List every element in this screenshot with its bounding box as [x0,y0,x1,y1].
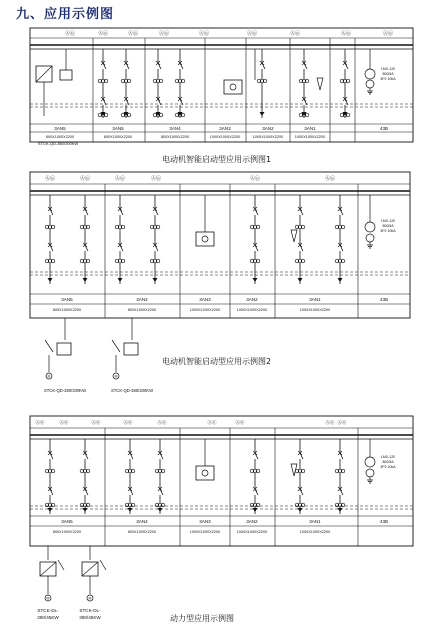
diagram1-meter-text2: 800/5A [382,72,394,76]
diagram3-feeder-0-breaker-blade [50,453,53,459]
diagram1-panel-name: 3AN2 [262,126,274,131]
diagram2-feeder-0-breaker2-blade [50,245,53,251]
diagram2-meter-text: LMX-120 [380,219,396,223]
diagram2-panel-name: 43B [379,297,389,302]
diagram1-feeder-2-breaker2-blade [158,99,161,105]
diagram1-top-label: Ⓐ⑥ [289,31,301,37]
diagram3-feeder-4-breaker-blade [255,453,258,459]
diagram3-feeder-1-arrow-down-icon [83,508,88,512]
diagram3-motor-a-switch [58,560,64,570]
diagram2-meter-text3: 3P2 10kA [380,229,396,233]
diagram2-feeder-2-breaker2-blade [120,245,123,251]
diagram1-panel-size: 1000X1000X2200 [252,135,284,139]
diagram2-controller-icon [196,232,214,246]
diagram1-meter-icon [365,69,375,79]
diagram1-feeder-3-breaker-blade [180,63,183,69]
diagram1-feeder-0-breaker-blade [103,63,106,69]
diagram2-feeder-6-breaker2-blade [340,245,343,251]
diagram1-panel-size: 800X1000X2200 [103,135,133,139]
diagram1-feeder-4-breaker-blade [262,63,265,69]
diagram2-feeder-1-arrow-down-icon [83,278,88,282]
diagram2-motor-a-label: STCK-QD-380/200KW [43,388,87,393]
diagram3-top-label: Ⓐ⑥ [35,420,45,425]
diagram1-feeder-0-breaker2-blade [103,99,106,105]
diagram3-feeder-2-breaker2-blade [130,489,133,495]
diagram1-panel-name: 3AN5 [54,126,66,131]
diagram1-top-label: Ⓐ⑥ [127,31,139,37]
diagram2-motor-b-label: STCK-QD-380/200KW [110,388,154,393]
diagram2-feeder-5-breaker2-blade [300,245,303,251]
diagram2-feeder-5-arrow-down-icon [298,278,303,282]
diagram1-controller-dial [230,84,236,90]
diagram2-feeder-1-breaker-blade [85,209,88,215]
page-heading: 九、应用示例图 [16,7,115,22]
diagram3-feeder-1-breaker2-blade [85,489,88,495]
diagram3-panel-name: 3AN2 [246,519,258,524]
diagram3-surge-arrester-icon [291,464,297,476]
diagram3-feeder-3-breaker2-blade [160,489,163,495]
diagram2-top-label: Ⓐ⑥ [44,176,56,182]
diagram1-panel-name: 3AN5 [112,126,124,131]
diagram3-feeder-2-arrow-down-icon [128,508,133,512]
diagram1-top-label: Ⓐ⑥ [382,31,394,37]
diagram3-feeder-1-breaker-blade [85,453,88,459]
diagram1-top-label: Ⓐ⑥ [246,31,258,37]
diagram1-contactor-box [60,70,72,80]
diagram1-soft-starter-diag [36,66,52,82]
diagram3-feeder-0-breaker2-blade [50,489,53,495]
diagram2-top-label: Ⓐ⑥ [249,176,261,182]
diagram3-panel-size: 800X1000X2200 [127,530,157,534]
diagram1-panel-name: 43B [379,126,389,131]
diagram3-panel-name: 3AN5 [61,519,73,524]
diagram2-panel-name: 3AN1 [309,297,321,302]
diagram3-feeder-6-breaker2-blade [340,489,343,495]
diagram2-motor-a-switch [45,340,53,352]
diagram2-feeder-0-arrow-down-icon [48,278,53,282]
diagram1-top-label: Ⓐ⑥ [198,31,210,37]
diagram1-top-label: Ⓐ⑥ [158,31,170,37]
diagram1-panel-name: 3AN3 [219,126,231,131]
diagram3-motor-b-label-line2: 380/45KW [79,615,101,620]
diagram2-meter2-icon [366,234,374,242]
diagram1-feeder-1-breaker-blade [126,63,129,69]
diagram3-top-label: Ⓐ⑥ [235,420,245,425]
diagram3-top-label: Ⓐ⑥ [59,420,69,425]
diagram2-frame [30,172,410,318]
diagram3-panel-size: 800X1000X2200 [52,530,82,534]
diagram2-feeder-1-breaker2-blade [85,245,88,251]
diagram2-feeder-4-breaker2-blade [255,245,258,251]
diagram2-feeder-2-arrow-down-icon [118,278,123,282]
diagram3-panel-size: 1000X1000X2200 [236,530,268,534]
diagram2-feeder-3-breaker2-blade [155,245,158,251]
diagram3-motor-b-motor-letter: M [88,596,92,601]
diagram2-motor-b-switch [112,340,120,352]
diagram2-feeder-4-breaker-blade [255,209,258,215]
diagram3-top-label: Ⓐ⑥ [157,420,167,425]
diagram3-top-label: Ⓐ⑥ [325,420,335,425]
diagram2-panel-name: 3AN3 [199,297,211,302]
diagram2-surge-arrester-icon [291,230,297,242]
diagram2-feeder-2-breaker-blade [120,209,123,215]
diagram3-caption: 动力型应用示例图 [170,614,234,623]
diagram3-controller-dial [202,470,208,476]
diagram1-panel-size: 1000X1000X2200 [209,135,241,139]
diagram3-feeder-0-arrow-down-icon [48,508,53,512]
diagram3-feeder-6-arrow-down-icon [338,508,343,512]
diagram3-meter-icon [365,457,375,467]
diagram3-panel-name: 3AN1 [309,519,321,524]
diagram3-meter-text2: 800/5A [382,460,394,464]
diagram2-panel-size: 1000X1000X2200 [189,308,221,312]
diagram3-top-label: Ⓐ⑥ [91,420,101,425]
diagram3-panel-name: 3AN3 [199,519,211,524]
diagram1-panel-size: 1000X1000X2200 [294,135,326,139]
diagram3-motor-a-label-line2: 380/45KW [37,615,59,620]
diagram2-motor-b-contactor [124,343,138,355]
diagram1-feeder-2-breaker-blade [158,63,161,69]
diagram1-panel-size: 800X1000X2200 [45,135,75,139]
diagram3-meter-text: LMX-120 [380,455,396,459]
diagram2-top-label: Ⓐ⑥ [150,176,162,182]
diagram1-panel-size: 800X1000X2200 [160,135,190,139]
diagram1-top-label: Ⓐ⑥ [340,31,352,37]
diagram2-panel-size: 1000X1000X2200 [299,308,331,312]
diagram3-top-label: Ⓐ⑥ [207,420,217,425]
diagram2-feeder-6-arrow-down-icon [338,278,343,282]
diagram3-feeder-5-arrow-down-icon [298,508,303,512]
diagram2-controller-dial [202,236,208,242]
diagram3-meter2-icon [366,469,374,477]
diagram3-feeder-3-breaker-blade [160,453,163,459]
diagram1-meter2-icon [366,80,374,88]
diagram3-feeder-4-arrow-down-icon [253,508,258,512]
diagram2-feeder-4-arrow-down-icon [253,278,258,282]
diagram3-motor-a-motor-letter: M [46,596,50,601]
diagram3-feeder-6-breaker-blade [340,453,343,459]
diagram3-panel-size: 1000X1000X2200 [189,530,221,534]
diagram1-panel-name: 3AN4 [169,126,181,131]
diagram3-motor-a-label-line1: STCK-DL- [37,608,59,613]
diagram1-top-label: Ⓐ⑥ [64,31,76,37]
diagram2-meter-icon [365,222,375,232]
diagram3-panel-name: 43B [379,519,389,524]
diagram3-feeder-2-breaker-blade [130,453,133,459]
diagram2-motor-a-motor-letter: M [47,374,51,379]
diagram3-motor-a-starter-diag [40,562,56,576]
diagram3-feeder-5-breaker-blade [300,453,303,459]
diagram2-feeder-6-breaker-blade [340,209,343,215]
diagram1-panel-name: 3AN1 [304,126,316,131]
diagram1-meter-text: LMX-120 [380,67,396,71]
diagram2-feeder-0-breaker-blade [50,209,53,215]
diagram1-feeder-6-breaker-blade [345,63,348,69]
diagram3-panel-size: 1000X1000X2200 [299,530,331,534]
diagram2-panel-size: 800X1000X2200 [127,308,157,312]
diagram3-top-label: Ⓐ⑥ [123,420,133,425]
diagram1-surge-arrester-icon [317,78,323,90]
diagram1-top-label: Ⓐ⑥ [97,31,109,37]
diagram2-motor-b-motor-letter: M [114,374,118,379]
diagram1-note: STCK-QD-380/200KW [37,141,79,146]
diagram1-meter-text3: 3P2 10kA [380,77,396,81]
diagram3-feeder-5-breaker2-blade [300,489,303,495]
diagram2-panel-name: 3AN5 [61,297,73,302]
diagram1-caption: 电动机智能启动型应用示例图1 [162,155,272,164]
diagram3-feeder-4-breaker2-blade [255,489,258,495]
diagram1-feeder-5-breaker-blade [304,63,307,69]
diagram2-feeder-5-breaker-blade [300,209,303,215]
diagram3-top-label: Ⓐ⑥ [337,420,347,425]
diagram2-panel-name: 3AN2 [246,297,258,302]
diagram1-feeder-4-arrow-down-icon [260,112,265,116]
diagram2-feeder-3-breaker-blade [155,209,158,215]
diagram3-feeder-3-arrow-down-icon [158,508,163,512]
diagram2-caption: 电动机智能启动型应用示例图2 [162,357,272,366]
diagram3-motor-b-label-line1: STCK-DL- [79,608,101,613]
diagram2-panel-size: 800X1000X2200 [52,308,82,312]
diagram3-motor-b-starter-diag [82,562,98,576]
diagram3-panel-name: 3AN4 [136,519,148,524]
diagram2-meter-text2: 800/5A [382,224,394,228]
diagram2-panel-size: 1000X1000X2200 [236,308,268,312]
diagram3-meter-text3: 3P2 10kA [380,465,396,469]
diagram2-top-label: Ⓐ⑥ [324,176,336,182]
diagram3-controller-icon [196,466,214,480]
diagram2-feeder-3-arrow-down-icon [153,278,158,282]
diagram2-motor-a-contactor [57,343,71,355]
diagram2-top-label: Ⓐ⑥ [114,176,126,182]
diagram1-controller-icon [224,80,242,94]
diagram2-panel-name: 3AN4 [136,297,148,302]
diagram2-top-label: Ⓐ⑥ [79,176,91,182]
diagram3-motor-b-switch [100,560,106,570]
